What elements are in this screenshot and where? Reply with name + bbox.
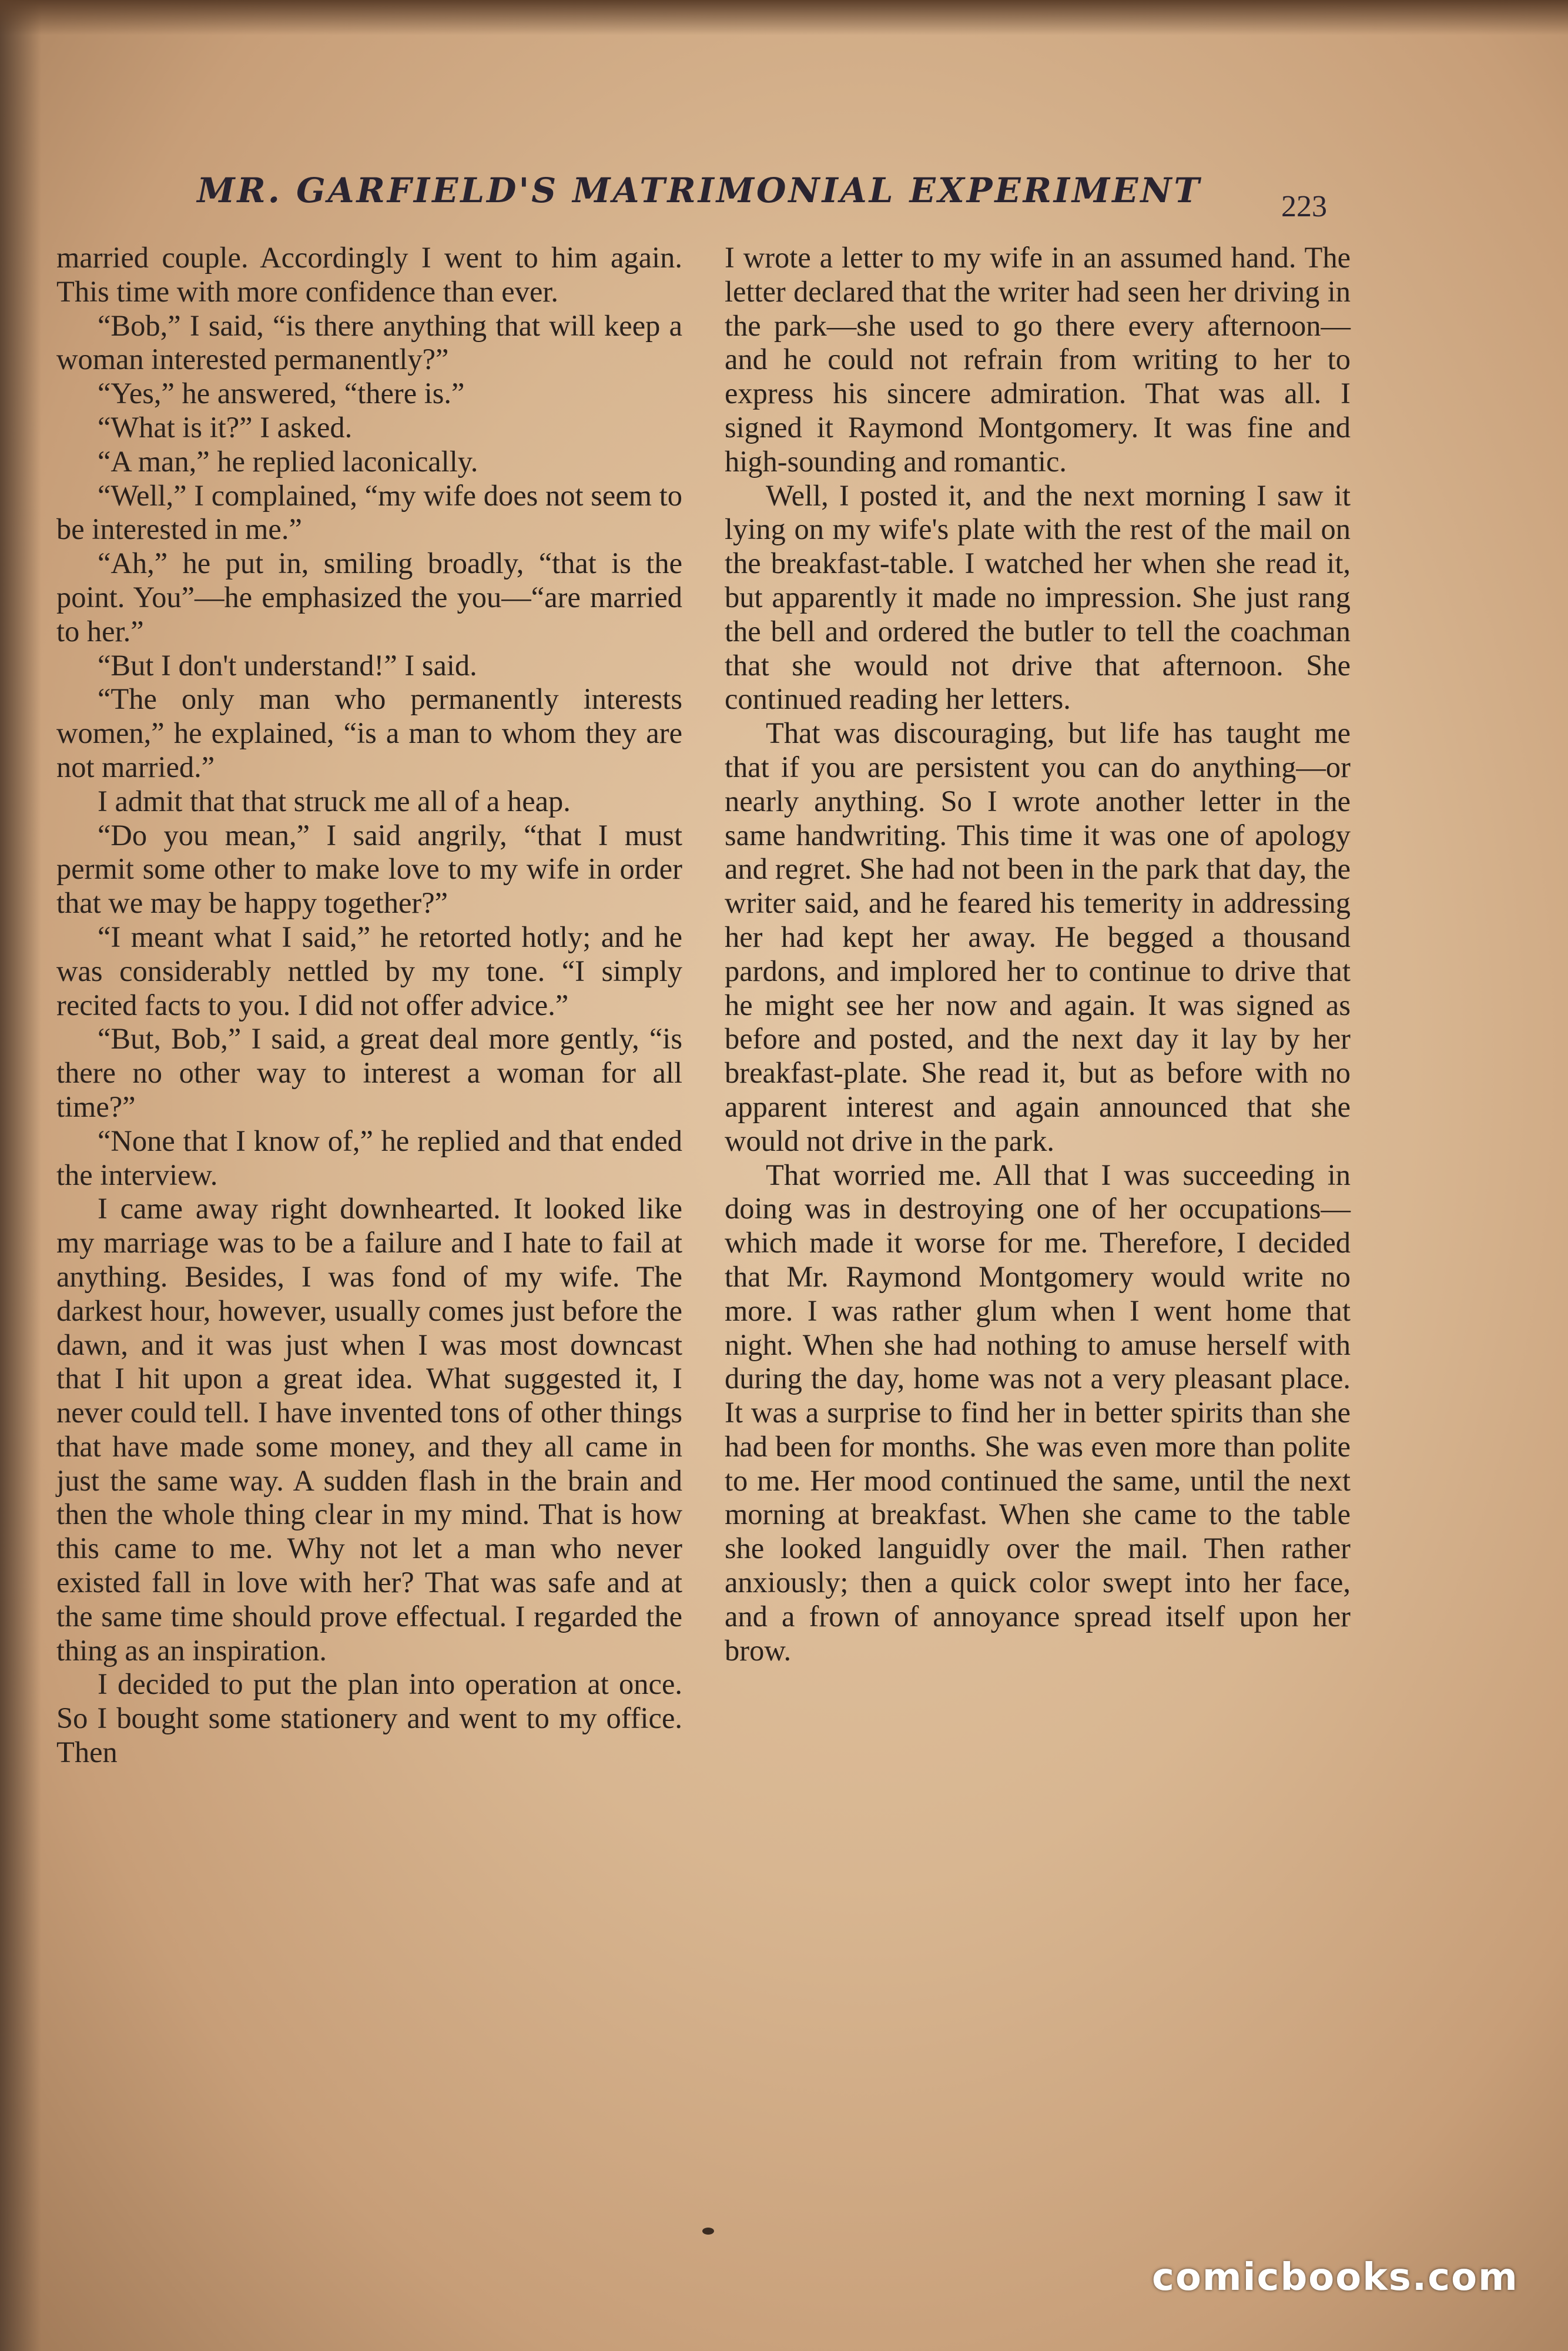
paragraph: “What is it?” I asked. bbox=[98, 410, 353, 444]
paragraph: “Bob,” I said, “is there anything that will keep a woman interested permanently?” bbox=[56, 309, 682, 376]
page-edge-shadow-top bbox=[0, 0, 1568, 35]
text-column-left bbox=[56, 241, 682, 1770]
bottom-ornament-icon bbox=[702, 2228, 714, 2235]
paragraph: married couple. Accordingly I went to him again. This time with more confidence than ever. bbox=[56, 241, 682, 308]
paragraph: I admit that that struck me all of a heap. bbox=[98, 784, 571, 818]
paragraph: “Ah,” he put in, smiling broadly, “that is the point. You”—he emphasized the you—“are married to her.” bbox=[56, 547, 682, 648]
paragraph: I wrote a letter to my wife in an assumed hand. The letter declared that the writer had seen her driving in the park—she used to go there every afternoon—and he could not refrain from writing to her to express his sincere admiration. That was all. I signed it Raymond Montgomery. It was fine and high-sounding and romantic. bbox=[725, 241, 1351, 478]
page-edge-shadow-left bbox=[0, 0, 41, 2351]
paragraph: That worried me. All that I was succeeding in doing was in destroying one of her occupations—which made it worse for me. Therefore, I decided that Mr. Raymond Montgomery would write no more. I was rather glum when I went home that night. When she had nothing to amuse herself with during the day, home was not a very pleasant place. It was a surprise to find her in better spirits than she had been for months. She was even more than polite to me. Her mood continued the same, until the next morning at breakfast. When she came to the table she looked languidly over the mail. Then rather anxiously; then a quick color swept into her face, and a frown of annoyance spread itself upon her brow. bbox=[725, 1158, 1351, 1667]
paragraph: “Well,” I complained, “my wife does not seem to be interested in me.” bbox=[56, 478, 682, 546]
paragraph: “But, Bob,” I said, a great deal more gently, “is there no other way to interest a woman for all time?” bbox=[56, 1022, 682, 1123]
paragraph: “A man,” he replied laconically. bbox=[98, 444, 478, 478]
paragraph: I came away right downhearted. It looked like my marriage was to be a failure and I hate to fail at anything. Besides, I was fond of my wife. The darkest hour, however, usually comes just before the dawn, and it was just when I was most downcast that I hit upon a great idea. What suggested it, I never could tell. I have invented tons of other things that have made some money, and they all came in just the same way. A sudden flash in the brain and then the whole thing clear in my mind. That is how this came to me. Why not let a man who never existed fall in love with her? That was safe and at the same time should prove effectual. I regarded the thing as an inspiration. bbox=[56, 1192, 682, 1667]
page-number: 223 bbox=[1281, 190, 1327, 223]
paragraph: “The only man who permanently interests women,” he explained, “is a man to whom they are not married.” bbox=[56, 682, 682, 783]
paragraph: That was discouraging, but life has taught me that if you are persistent you can do anything—or nearly anything. So I wrote another letter in the same handwriting. This time it was one of apology and regret. She had not been in the park that day, the writer said, and he feared his temerity in addressing her had kept her away. He begged a thousand pardons, and implored her to continue to drive that he might see her now and again. It was signed as before and posted, and the next day it lay by her breakfast-plate. She read it, but as before with no apparent interest and again announced that she would not drive in the park. bbox=[725, 716, 1351, 1157]
paragraph: “None that I know of,” he replied and that ended the interview. bbox=[56, 1124, 682, 1191]
paragraph: “Do you mean,” I said angrily, “that I must permit some other to make love to my wife in order that we may be happy together?” bbox=[56, 818, 682, 920]
text-column-right bbox=[725, 241, 1351, 1667]
running-header: MR. GARFIELD'S MATRIMONIAL EXPERIMENT bbox=[197, 170, 1202, 210]
paragraph: Well, I posted it, and the next morning I saw it lying on my wife's plate with the rest of the mail on the breakfast-table. I watched her when she read it, but apparently it made no impression. She just rang the bell and ordered the butler to tell the coachman that she would not drive that afternoon. She continued reading her letters. bbox=[725, 478, 1351, 716]
paragraph: “Yes,” he answered, “there is.” bbox=[98, 377, 465, 410]
paragraph: “But I don't understand!” I said. bbox=[98, 648, 477, 682]
watermark: comicbooks.com bbox=[1152, 2256, 1519, 2299]
paragraph: “I meant what I said,” he retorted hotly; and he was considerably nettled by my tone. “I simply recited facts to you. I did not offer advice.” bbox=[56, 920, 682, 1022]
paragraph: I decided to put the plan into operation at once. So I bought some stationery and went to my office. Then bbox=[56, 1667, 682, 1769]
